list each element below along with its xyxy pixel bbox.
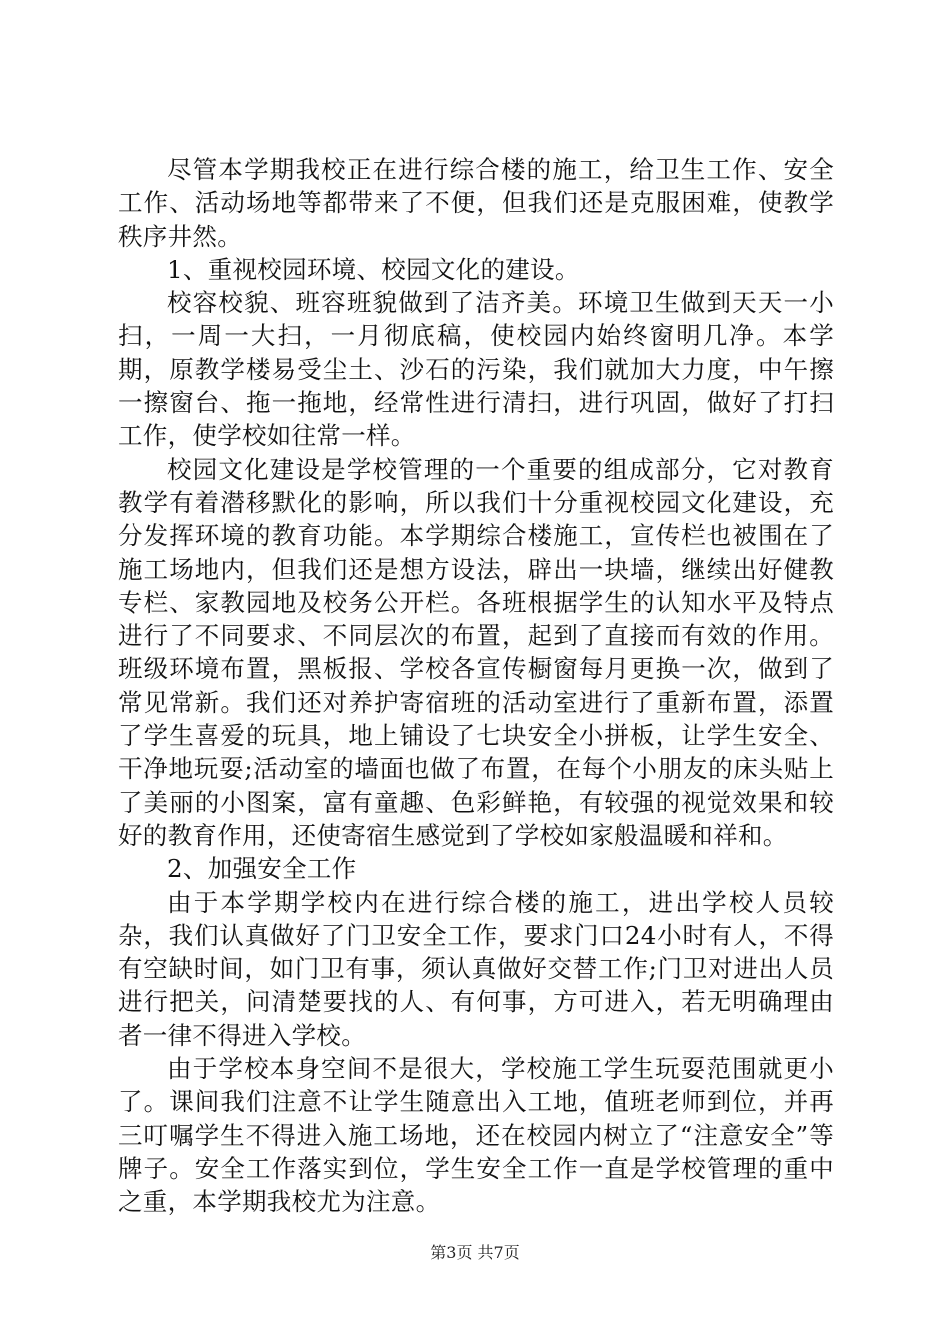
paragraph-student-safety: 由于学校本身空间不是很大，学校施工学生玩耍范围就更小了。课间我们注意不让学生随意出入工地，值班老师到位，并再三叮嘱学生不得进入施工场地，还在校园内树立了“注意安全”等牌子。安全工作落实到位，学生安全工作一直是学校管理的重中之重，本学期我校尤为注意。: [118, 1054, 834, 1217]
page-number-footer: 第3页 共7页: [430, 1243, 520, 1262]
section-heading-safety-work: 2、加强安全工作: [167, 854, 357, 884]
paragraph-campus-culture: 校园文化建设是学校管理的一个重要的组成部分，它对教育教学有着潜移默化的影响，所以我们十分重视校园文化建设，充分发挥环境的教育功能。本学期综合楼施工，宣传栏也被围在了施工场地内，但我们还是想方设法，辟出一块墙，继续出好健教专栏、家教园地及校务公开栏。各班根据学生的认知水平及特点进行了不同要求、不同层次的布置，起到了直接而有效的作用。班级环境布置，黑板报、学校各宣传橱窗每月更换一次，做到了常见常新。我们还对养护寄宿班的活动室进行了重新布置，添置了学生喜爱的玩具，地上铺设了七块安全小拼板，让学生安全、干净地玩耍;活动室的墙面也做了布置，在每个小朋友的床头贴上了美丽的小图案，富有童趣、色彩鲜艳，有较强的视觉效果和较好的教育作用，还使寄宿生感觉到了学校如家般温暖和祥和。: [118, 454, 834, 850]
paragraph-gate-security: 由于本学期学校内在进行综合楼的施工，进出学校人员较杂，我们认真做好了门卫安全工作，要求门口24小时有人，不得有空缺时间，如门卫有事，须认真做好交替工作;门卫对进出人员进行把关，问清楚要找的人、有何事，方可进入，若无明确理由者一律不得进入学校。: [118, 887, 834, 1050]
paragraph-intro: 尽管本学期我校正在进行综合楼的施工，给卫生工作、安全工作、活动场地等都带来了不便，但我们还是克服困难，使教学秩序井然。: [118, 155, 834, 251]
document-body: [118, 153, 834, 1219]
section-heading-campus-environment: 1、重视校园环境、校园文化的建设。: [167, 254, 580, 284]
paragraph-campus-appearance: 校容校貌、班容班貌做到了洁齐美。环境卫生做到天天一小扫，一周一大扫，一月彻底稿，使校园内始终窗明几净。本学期，原教学楼易受尘土、沙石的污染，我们就加大力度，中午擦一擦窗台、拖一拖地，经常性进行清扫，进行巩固，做好了打扫工作，使学校如往常一样。: [118, 288, 834, 451]
